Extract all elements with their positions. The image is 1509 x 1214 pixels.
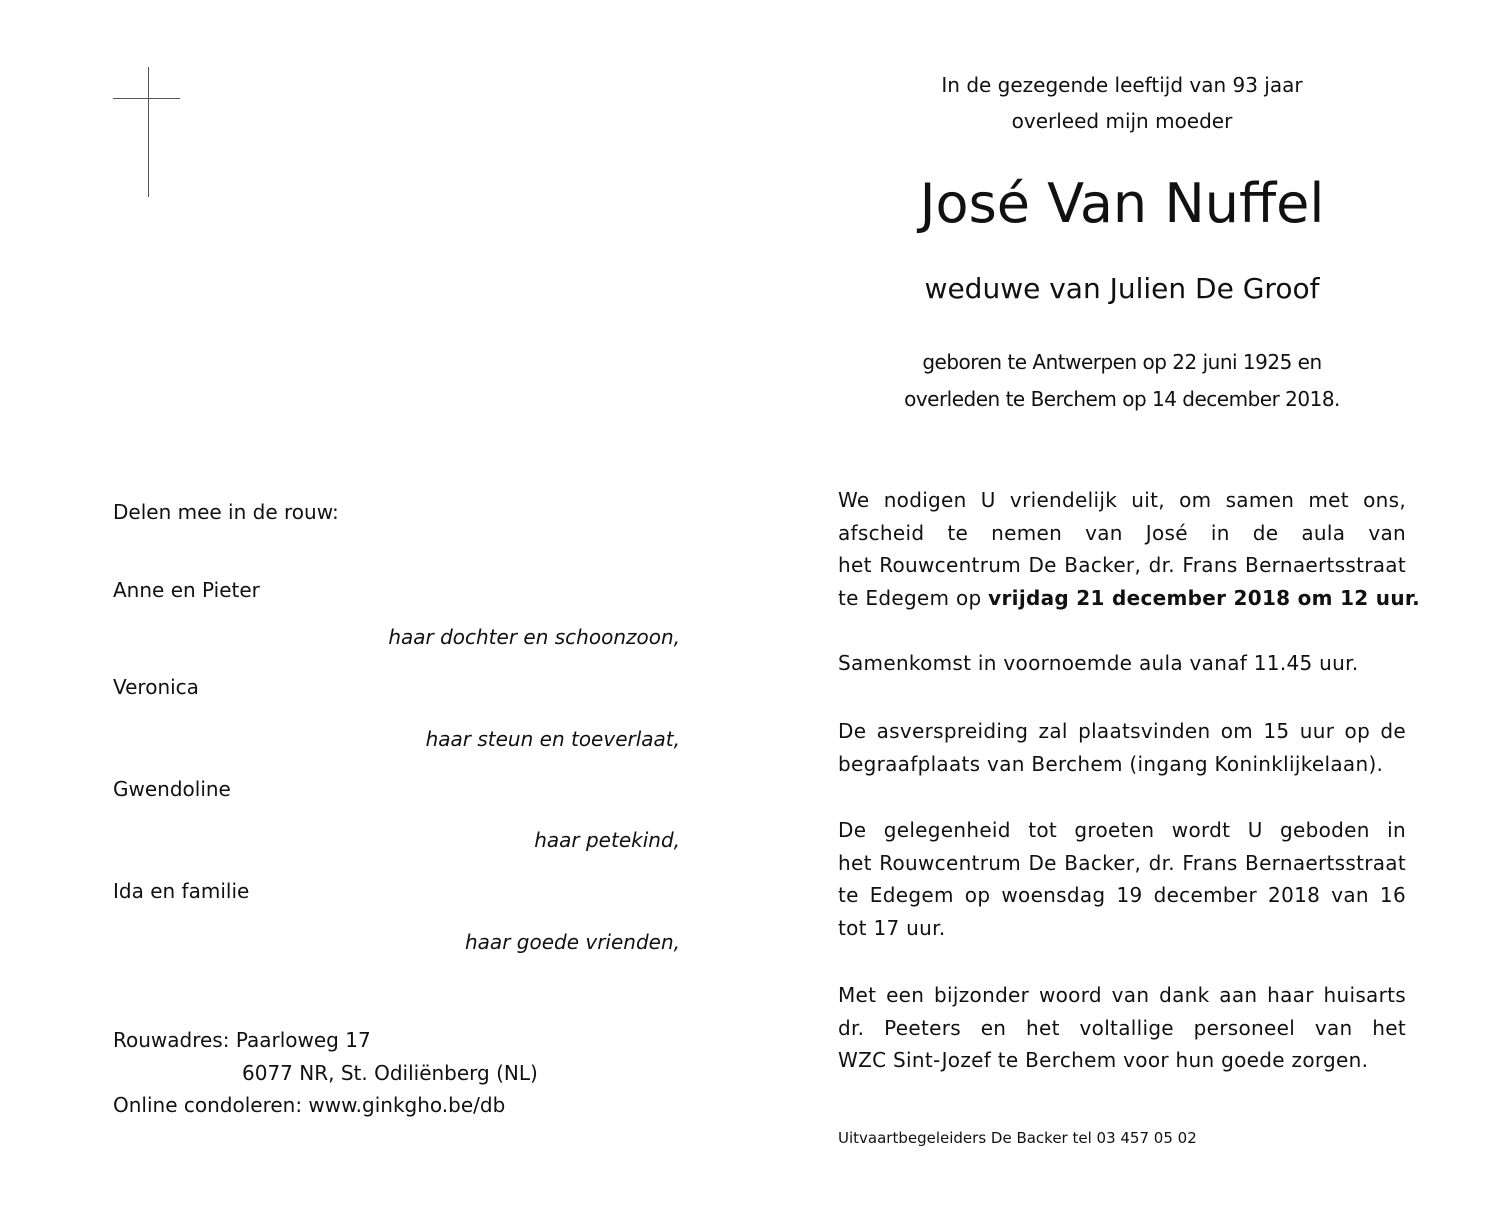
address-line-2: 6077 NR, St. Odiliënberg (NL)	[242, 1061, 538, 1085]
online-condolences: Online condoleren: www.ginkgho.be/db	[113, 1093, 506, 1117]
thanks-paragraph	[838, 979, 1406, 1077]
mourner-name: Gwendoline	[113, 777, 231, 801]
invitation-paragraph	[838, 484, 1421, 614]
invitation-line-4	[838, 582, 1421, 615]
mourners-intro: Delen mee in de rouw:	[113, 500, 339, 524]
funeral-director: Uitvaartbegeleiders De Backer tel 03 457 05 02	[838, 1129, 1197, 1147]
intro-line-1: In de gezegende leeftijd van 93 jaar	[941, 73, 1303, 97]
greeting-line-4: tot 17 uur.	[838, 915, 946, 940]
intro-line-2: overleed mijn moeder	[1011, 109, 1233, 133]
widow-of: weduwe van Julien De Groof	[924, 272, 1320, 305]
greeting-line-3: te Edegem op woensdag 19 december 2018 van 16	[838, 883, 1406, 907]
thanks-line-1: Met een bijzonder woord van dank aan haar huisarts	[838, 983, 1406, 1007]
ceremony-datetime: vrijdag 21 december 2018 om 12 uur.	[988, 585, 1421, 610]
cross-vertical-bar	[148, 67, 149, 197]
invitation-line-4-prefix: te Edegem op	[838, 585, 989, 610]
mourner-relation: haar steun en toeverlaat,	[425, 727, 680, 751]
mourner-relation: haar dochter en schoonzoon,	[388, 625, 680, 649]
scattering-line-2: begraafplaats van Berchem (ingang Koninklijkelaan).	[838, 751, 1384, 776]
gathering-paragraph	[838, 647, 1406, 680]
mourner-name: Veronica	[113, 675, 199, 699]
mourner-name: Anne en Pieter	[113, 578, 260, 602]
gathering-line: Samenkomst in voornoemde aula vanaf 11.45 uur.	[838, 651, 1359, 675]
mourner-relation: haar goede vrienden,	[465, 930, 680, 954]
greeting-paragraph	[838, 814, 1406, 944]
mourner-name: Ida en familie	[113, 879, 250, 903]
greeting-line-2: het Rouwcentrum De Backer, dr. Frans Bernaertsstraat	[838, 850, 1406, 875]
mourner-relation: haar petekind,	[534, 828, 680, 852]
invitation-line-2: afscheid te nemen van José in de aula van	[838, 520, 1406, 545]
scattering-line-1: De asverspreiding zal plaatsvinden om 15 uur op de	[838, 719, 1406, 743]
birth-line: geboren te Antwerpen op 22 juni 1925 en	[922, 350, 1322, 374]
invitation-line-3: het Rouwcentrum De Backer, dr. Frans Bernaertsstraat	[838, 553, 1406, 577]
death-line: overleden te Berchem op 14 december 2018.	[904, 387, 1340, 411]
cross-horizontal-bar	[113, 98, 180, 99]
thanks-line-2: dr. Peeters en het voltallige personeel van het	[838, 1015, 1406, 1040]
scattering-paragraph	[838, 715, 1406, 780]
address-line-1: Rouwadres: Paarloweg 17	[113, 1028, 371, 1052]
invitation-line-1: We nodigen U vriendelijk uit, om samen met ons,	[838, 488, 1406, 512]
greeting-line-1: De gelegenheid tot groeten wordt U geboden in	[838, 818, 1406, 842]
thanks-line-3: WZC Sint-Jozef te Berchem voor hun goede zorgen.	[838, 1048, 1369, 1072]
deceased-name: José Van Nuffel	[919, 172, 1325, 235]
